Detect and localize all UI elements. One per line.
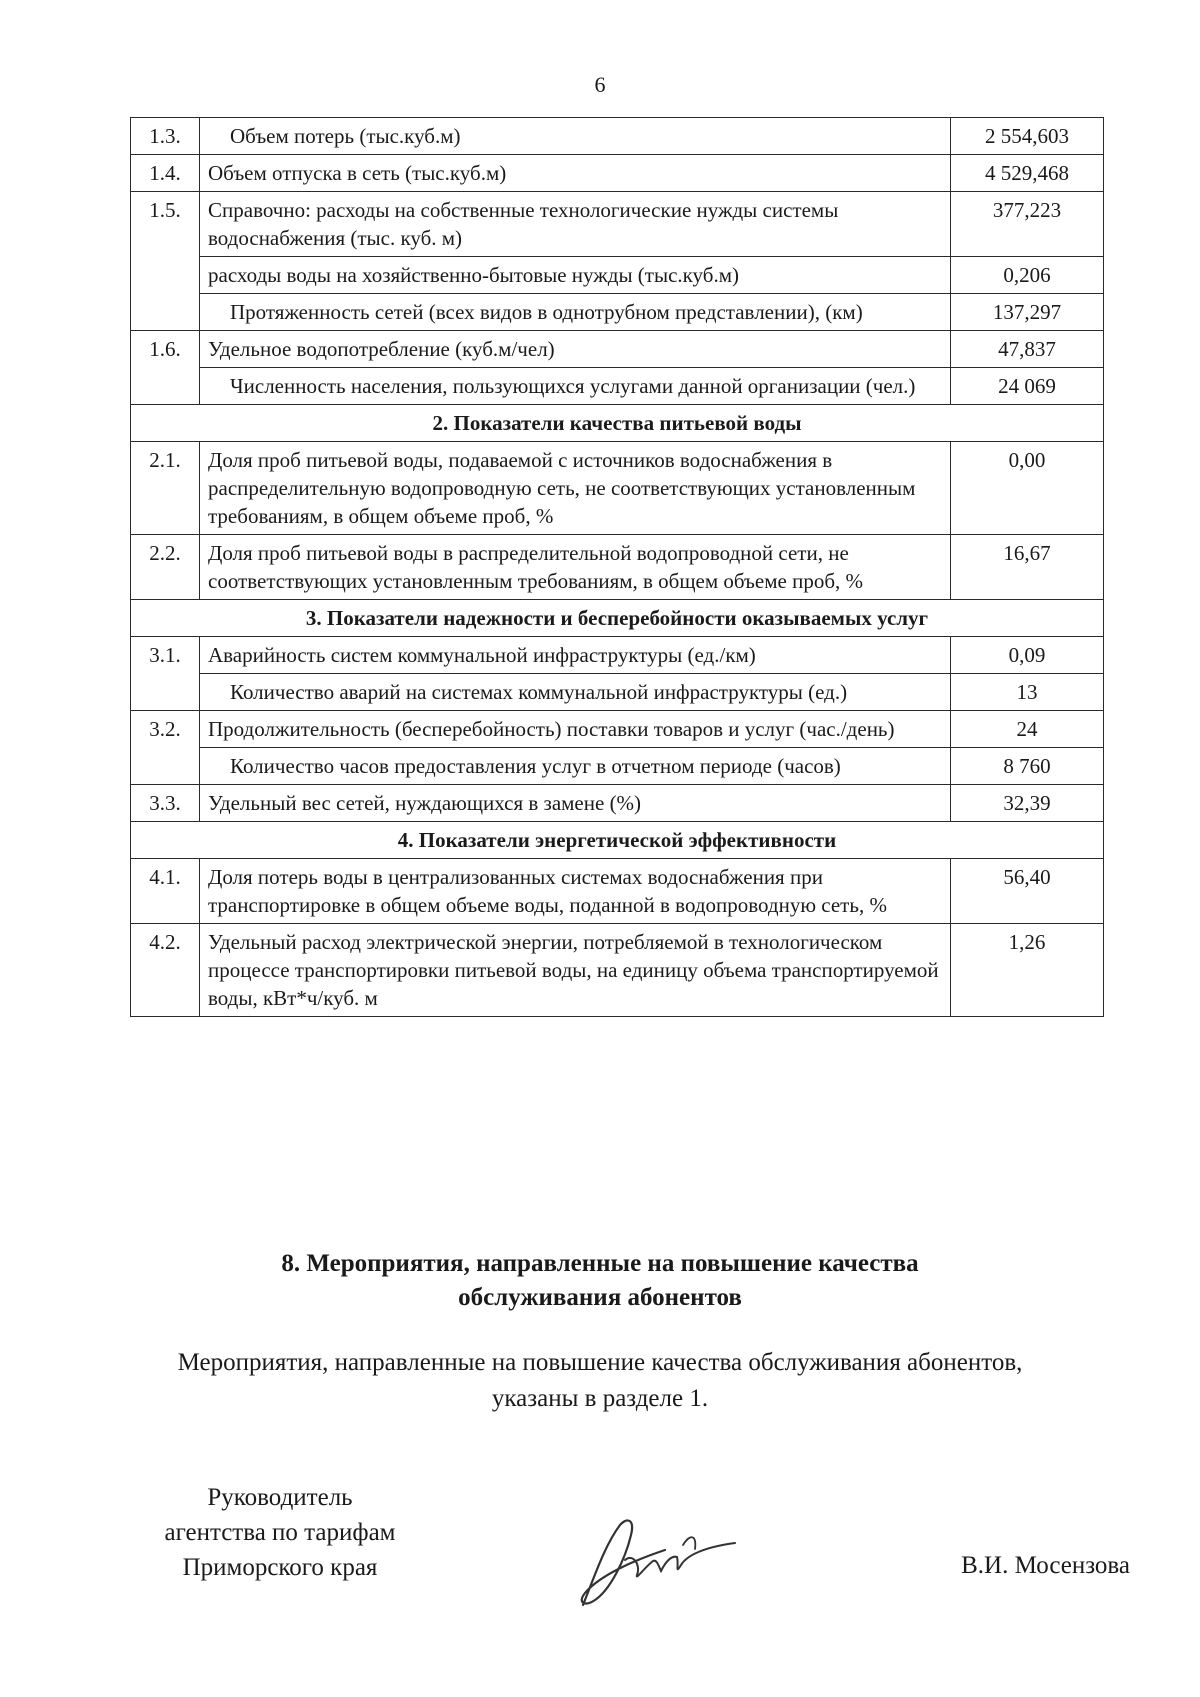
row-value: 16,67 <box>951 535 1104 600</box>
row-number: 1.3. <box>131 118 200 155</box>
row-number: 2.2. <box>131 535 200 600</box>
row-number: 3.3. <box>131 785 200 822</box>
row-description: Аварийность систем коммунальной инфраструктуры (ед./км) <box>200 637 951 674</box>
page-number: 6 <box>594 72 606 97</box>
row-description: Удельный вес сетей, нуждающихся в замене (%) <box>200 785 951 822</box>
section-8-text <box>120 1345 1080 1417</box>
row-description: расходы воды на хозяйственно-бытовые нужды (тыс.куб.м) <box>200 257 951 294</box>
table-row <box>131 859 1104 924</box>
table-row <box>131 442 1104 535</box>
row-number: 4.2. <box>131 924 200 1017</box>
row-description: Доля проб питьевой воды в распределительной водопроводной сети, не соответствующих установленным требованиям, в общем объеме проб, % <box>200 535 951 600</box>
row-number <box>131 368 200 405</box>
section-8-heading-line-1: 8. Мероприятия, направленные на повышение качества <box>281 1250 919 1277</box>
section-heading: 2. Показатели качества питьевой воды <box>131 405 1104 442</box>
row-value: 0,09 <box>951 637 1104 674</box>
table-row <box>131 785 1104 822</box>
row-number <box>131 748 200 785</box>
section-heading: 3. Показатели надежности и бесперебойности оказываемых услуг <box>131 600 1104 637</box>
row-value: 137,297 <box>951 294 1104 331</box>
row-number: 1.4. <box>131 155 200 192</box>
signatory-title-line-2: агентства по тарифам <box>164 1519 396 1546</box>
table-row <box>131 711 1104 748</box>
section-8-text-line-2: указаны в разделе 1. <box>491 1385 709 1412</box>
table-row <box>131 257 1104 294</box>
section-8-heading-line-2: обслуживания абонентов <box>458 1284 742 1311</box>
signatory-name: В.И. Мосензова <box>961 1552 1130 1579</box>
signatory-title-line-1: Руководитель <box>207 1484 353 1511</box>
table-row <box>131 331 1104 368</box>
row-number: 3.1. <box>131 637 200 674</box>
row-number: 4.1. <box>131 859 200 924</box>
table-row <box>131 674 1104 711</box>
table-section-row <box>131 405 1104 442</box>
row-description: Справочно: расходы на собственные технологические нужды системы водоснабжения (тыс. куб. м) <box>200 192 951 257</box>
section-8-heading <box>0 1247 1200 1315</box>
row-value: 13 <box>951 674 1104 711</box>
row-description: Протяженность сетей (всех видов в однотрубном представлении), (км) <box>200 294 951 331</box>
row-value: 32,39 <box>951 785 1104 822</box>
table-row <box>131 535 1104 600</box>
row-value: 47,837 <box>951 331 1104 368</box>
row-description: Объем потерь (тыс.куб.м) <box>200 118 951 155</box>
table-row <box>131 748 1104 785</box>
table-row <box>131 118 1104 155</box>
row-description: Доля потерь воды в централизованных системах водоснабжения при транспортировке в общем объеме воды, поданной в водопроводную сеть, % <box>200 859 951 924</box>
row-description: Продолжительность (бесперебойность) поставки товаров и услуг (час./день) <box>200 711 951 748</box>
row-value: 24 069 <box>951 368 1104 405</box>
row-description: Количество часов предоставления услуг в отчетном периоде (часов) <box>200 748 951 785</box>
row-number: 1.5. <box>131 192 200 257</box>
section-heading: 4. Показатели энергетической эффективности <box>131 822 1104 859</box>
row-description: Количество аварий на системах коммунальной инфраструктуры (ед.) <box>200 674 951 711</box>
row-value: 377,223 <box>951 192 1104 257</box>
table-row <box>131 924 1104 1017</box>
table-row <box>131 155 1104 192</box>
table-row <box>131 637 1104 674</box>
row-value: 0,206 <box>951 257 1104 294</box>
row-number <box>131 294 200 331</box>
row-number: 2.1. <box>131 442 200 535</box>
row-description: Объем отпуска в сеть (тыс.куб.м) <box>200 155 951 192</box>
indicators-table <box>130 117 1104 1017</box>
row-number <box>131 257 200 294</box>
row-number: 3.2. <box>131 711 200 748</box>
table-section-row <box>131 600 1104 637</box>
table-row <box>131 294 1104 331</box>
signatory-title <box>130 1480 430 1585</box>
row-value: 56,40 <box>951 859 1104 924</box>
row-value: 0,00 <box>951 442 1104 535</box>
table-row <box>131 192 1104 257</box>
row-number: 1.6. <box>131 331 200 368</box>
table-section-row <box>131 822 1104 859</box>
row-description: Численность населения, пользующихся услугами данной организации (чел.) <box>200 368 951 405</box>
table-row <box>131 368 1104 405</box>
row-value: 1,26 <box>951 924 1104 1017</box>
row-value: 2 554,603 <box>951 118 1104 155</box>
signatory-title-line-3: Приморского края <box>182 1554 378 1581</box>
row-value: 24 <box>951 711 1104 748</box>
row-number <box>131 674 200 711</box>
section-8-text-line-1: Мероприятия, направленные на повышение качества обслуживания абонентов, <box>177 1349 1023 1376</box>
row-value: 8 760 <box>951 748 1104 785</box>
handwritten-signature <box>565 1505 745 1615</box>
row-value: 4 529,468 <box>951 155 1104 192</box>
row-description: Удельное водопотребление (куб.м/чел) <box>200 331 951 368</box>
row-description: Удельный расход электрической энергии, потребляемой в технологическом процессе транспортировки питьевой воды, на единицу объема транспортируемой воды, кВт*ч/куб. м <box>200 924 951 1017</box>
row-description: Доля проб питьевой воды, подаваемой с источников водоснабжения в распределительную водопроводную сеть, не соответствующих установленным требованиям, в общем объеме проб, % <box>200 442 951 535</box>
